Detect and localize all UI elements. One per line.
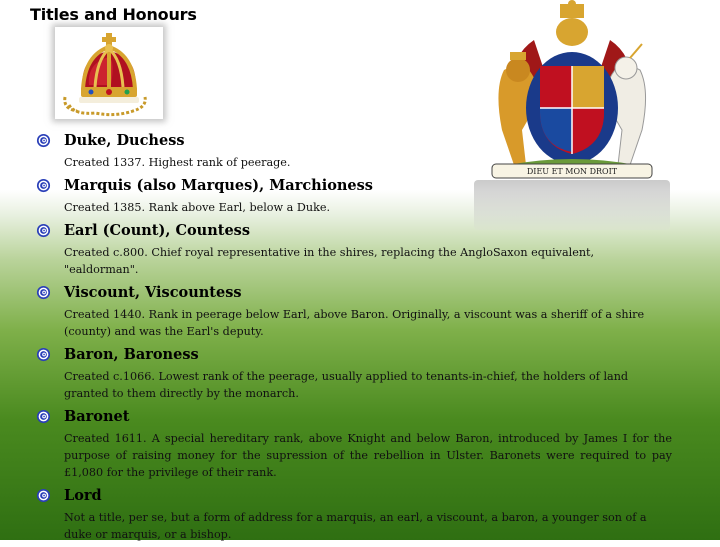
list-item [36, 220, 676, 282]
motto-text: DIEU ET MON DROIT [526, 167, 618, 176]
swirl-bullet-icon [36, 223, 51, 238]
swirl-bullet-icon [36, 133, 51, 148]
title-name: Baron, Baroness [64, 346, 199, 363]
list-item [36, 344, 676, 406]
swirl-bullet-icon [36, 488, 51, 503]
swirl-bullet-icon [36, 409, 51, 424]
page-title: Titles and Honours [30, 5, 197, 24]
title-name: Earl (Count), Countess [64, 222, 251, 239]
title-description: Created 1440. Rank in peerage below Earl, above Baron. Originally, a viscount was a sheriff of a shire (county) and was the Earl's deputy. [64, 308, 645, 338]
list-item [36, 175, 676, 220]
title-description: Created c.1066. Lowest rank of the peerage, usually applied to tenants-in-chief, the holders of land granted to them directly by the monarch. [64, 370, 629, 400]
titles-list [36, 130, 676, 547]
title-name: Lord [64, 487, 102, 504]
title-description: Not a title, per se, but a form of address for a marquis, an earl, a viscount, a baron, a younger son of a duke or marquis, or a bishop. [64, 511, 647, 541]
title-description: Created 1337. Highest rank of peerage. [64, 156, 291, 169]
crown-picture [55, 27, 163, 119]
title-name: Viscount, Viscountess [64, 284, 242, 301]
title-description: Created c.800. Chief royal representative in the shires, replacing the AngloSaxon equivalent, "ealdorman". [64, 246, 595, 276]
list-item [36, 485, 676, 547]
title-description: Created 1385. Rank above Earl, below a Duke. [64, 201, 331, 214]
title-name: Duke, Duchess [64, 132, 185, 149]
swirl-bullet-icon [36, 285, 51, 300]
list-item [36, 282, 676, 344]
swirl-bullet-icon [36, 178, 51, 193]
list-item [36, 130, 676, 175]
list-item [36, 406, 676, 485]
title-description: Created 1611. A special hereditary rank, above Knight and below Baron, introduced by James I for the purpose of raising money for the supression of the rebellion in Ulster. Baronets were required to pay £1,080 for the privilege of their rank. [64, 432, 672, 479]
title-name: Marquis (also Marques), Marchioness [64, 177, 373, 194]
title-name: Baronet [64, 408, 130, 425]
swirl-bullet-icon [36, 347, 51, 362]
crown-icon [55, 27, 163, 119]
